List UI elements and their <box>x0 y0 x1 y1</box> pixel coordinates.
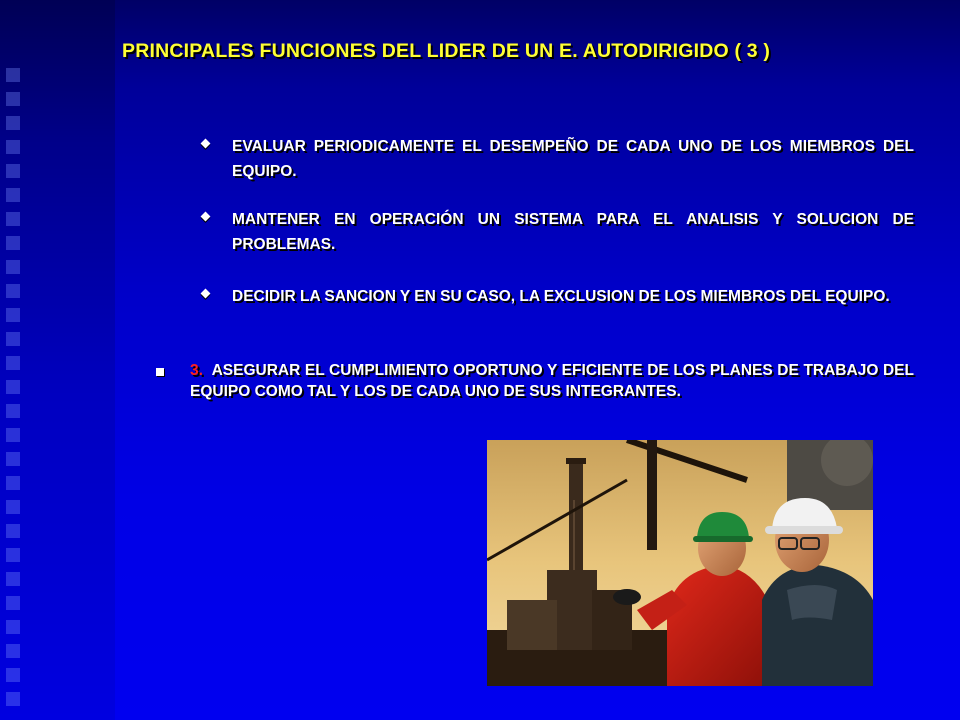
decorative-square <box>6 284 20 298</box>
sub-bullet-item <box>200 284 914 309</box>
decorative-square <box>6 164 20 178</box>
sub-bullet-item <box>200 207 914 257</box>
decorative-square <box>6 428 20 442</box>
decorative-square <box>6 308 20 322</box>
item-number: 3. <box>190 362 203 379</box>
decorative-square <box>6 548 20 562</box>
decorative-square <box>6 500 20 514</box>
decorative-square <box>6 332 20 346</box>
decorative-square <box>6 452 20 466</box>
decorative-squares <box>6 0 26 720</box>
main-bullet-item <box>156 360 914 402</box>
decorative-square <box>6 116 20 130</box>
main-bullet-text <box>190 360 914 402</box>
decorative-square <box>6 644 20 658</box>
decorative-square <box>6 236 20 250</box>
industrial-workers-photo <box>487 440 873 686</box>
diamond-bullet-icon <box>201 289 211 299</box>
decorative-square <box>6 68 20 82</box>
decorative-square <box>6 188 20 202</box>
decorative-square <box>6 404 20 418</box>
sub-bullet-text: DECIDIR LA SANCION Y EN SU CASO, LA EXCLUSION DE LOS MIEMBROS DEL EQUIPO. <box>232 288 890 305</box>
decorative-square <box>6 668 20 682</box>
decorative-square <box>6 140 20 154</box>
sub-bullet-text: MANTENER EN OPERACIÓN UN SISTEMA PARA EL ANALISIS Y SOLUCION DE PROBLEMAS. <box>232 211 914 253</box>
decorative-square <box>6 572 20 586</box>
decorative-square <box>6 476 20 490</box>
main-bullet-label: ASEGURAR EL CUMPLIMIENTO OPORTUNO Y EFICIENTE DE LOS PLANES DE TRABAJO DEL EQUIPO COMO TAL Y LOS DE CADA UNO DE SUS INTEGRANTES. <box>190 362 914 400</box>
decorative-square <box>6 356 20 370</box>
decorative-square <box>6 524 20 538</box>
decorative-square <box>6 596 20 610</box>
decorative-square <box>6 212 20 226</box>
decorative-square <box>6 692 20 706</box>
diamond-bullet-icon <box>201 212 211 222</box>
square-bullet-icon <box>156 368 164 376</box>
decorative-square <box>6 260 20 274</box>
sub-bullet-item <box>200 134 914 184</box>
decorative-square <box>6 380 20 394</box>
slide-title: PRINCIPALES FUNCIONES DEL LIDER DE UN E. AUTODIRIGIDO ( 3 ) <box>122 40 771 62</box>
decorative-square <box>6 620 20 634</box>
decorative-square <box>6 92 20 106</box>
diamond-bullet-icon <box>201 139 211 149</box>
sub-bullet-text: EVALUAR PERIODICAMENTE EL DESEMPEÑO DE CADA UNO DE LOS MIEMBROS DEL EQUIPO. <box>232 138 914 180</box>
